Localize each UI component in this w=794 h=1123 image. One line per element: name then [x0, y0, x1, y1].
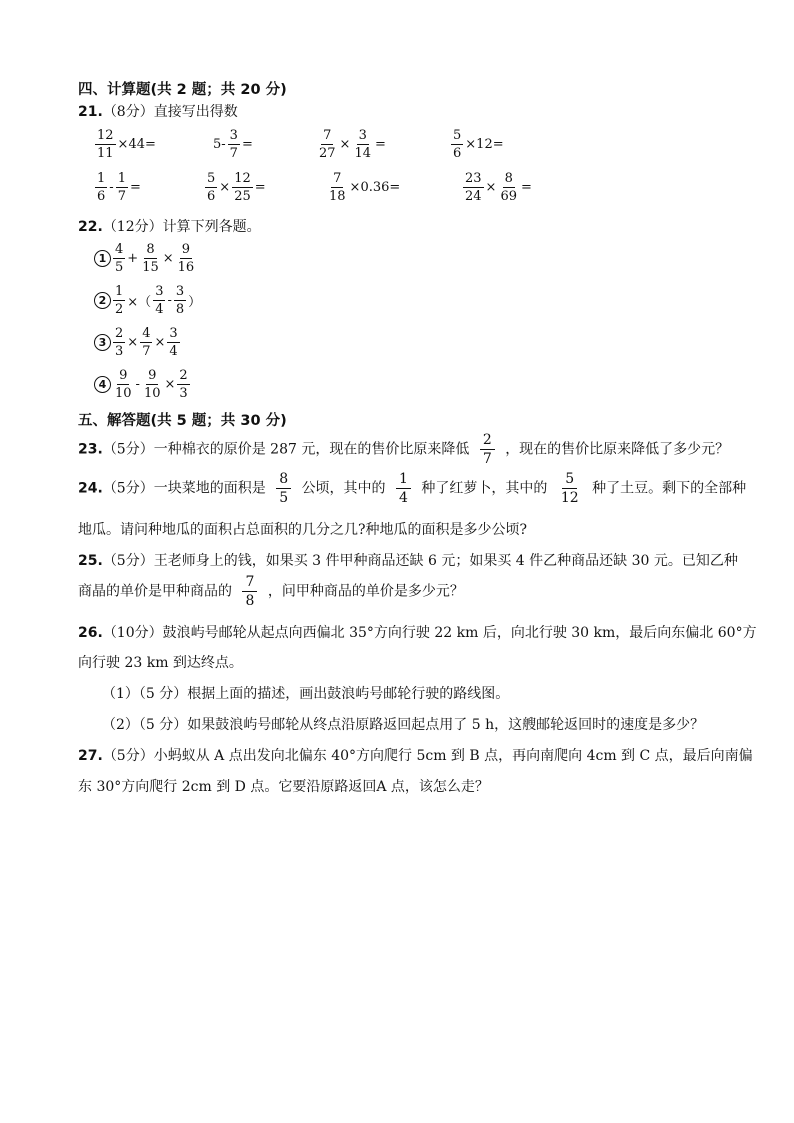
item-marker: 4 [94, 376, 111, 393]
question-score: （5分） [102, 441, 154, 458]
question-score: （5分） [102, 480, 154, 497]
calc-item-1: $\frac{12}{11}$ ×44= [97, 128, 156, 161]
question-26: 26.（10分）鼓浪屿号邮轮从起点向西偏北 35°方向行驶 22 km 后，向北行驶 30 km，最后向东偏北 60°方 [78, 625, 757, 641]
calc-item-7: $\frac{7}{18}$ ×0.36= [329, 171, 401, 204]
question-25: 25.（5分）王老师身上的钱，如果买 3 件甲种商品还缺 6 元；如果买 4 件乙种商品还缺 30 元。已知乙种 [78, 553, 738, 569]
question-score: （12分） [102, 219, 163, 235]
calc-problem-3: 3 $\frac{2}{3}$ × $\frac{4}{7}$ × $\frac{3}{4}$ [94, 327, 181, 358]
calc-item-4: $\frac{5}{6}$ ×12= [453, 128, 504, 161]
item-marker: 1 [94, 250, 111, 267]
question-26-sub-2: （2）（5 分）如果鼓浪屿号邮轮从终点沿原路返回起点用了 5 h，这艘邮轮返回时的速度是多少？ [102, 717, 705, 733]
section-5-title: 五、解答题(共 5 题；共 30 分) [78, 413, 287, 429]
question-number: 27. [78, 748, 103, 764]
question-21-header [78, 102, 238, 122]
question-24: 24.（5分）一块菜地的面积是 $\frac{8}{5}$ 公顷，其中的 $\frac{1}{4}$ 种了红萝卜，其中的 $\frac{5}{12}$ 种了土豆。剩下的全部种 [78, 471, 747, 506]
calc-problem-4: 4 $\frac{9}{10}$ - $\frac{9}{10}$ × $\frac{2}{3}$ [94, 369, 191, 400]
calc-item-2: 5- $\frac{3}{7}$ = [213, 128, 253, 161]
question-score: （5分） [102, 748, 154, 764]
calc-item-6: $\frac{5}{6}$ × $\frac{12}{25}$ = [207, 171, 266, 204]
question-24-line-2: 地瓜。请问种地瓜的面积占总面积的几分之几?种地瓜的面积是多少公顷? [78, 522, 528, 538]
calc-problem-2: 2 $\frac{1}{2}$ ×（ $\frac{3}{4}$ - $\frac{3}{8}$ ） [94, 285, 202, 316]
question-23: 23.（5分）一种棉衣的原价是 287 元，现在的售价比原来降低 $\frac{2}{7}$ ，现在的售价比原来降低了多少元？ [78, 432, 730, 467]
calc-item-5: $\frac{1}{6}$ - $\frac{1}{7}$ = [97, 171, 141, 204]
question-27: 27.（5分）小蚂蚁从 A 点出发向北偏东 40°方向爬行 5cm 到 B 点，再向南爬向 4cm 到 C 点，最后向南偏 [78, 748, 753, 764]
question-number: 22. [78, 219, 103, 235]
question-text: 一种棉衣的原价是 287 元，现在的售价比原来降低 [153, 441, 470, 458]
question-score: （10分） [102, 625, 163, 641]
question-number: 25. [78, 553, 103, 569]
question-text: 计算下列各题。 [162, 219, 261, 235]
item-marker: 2 [94, 292, 111, 309]
question-26-line-2: 向行驶 23 km 到达终点。 [78, 655, 243, 671]
question-25-line-2: 商晶的单价是甲种商品的 $\frac{7}{8}$ ，问甲种商品的单价是多少元？ [78, 574, 464, 609]
question-22-header [78, 217, 261, 237]
question-number: 26. [78, 625, 103, 641]
calc-item-8: $\frac{23}{24}$ × $\frac{8}{69}$ = [465, 171, 532, 204]
item-marker: 3 [94, 334, 111, 351]
calc-problem-1: 1 $\frac{4}{5}$ + $\frac{8}{15}$ × $\frac{9}{16}$ [94, 243, 197, 274]
question-26-sub-1: （1）（5 分）根据上面的描述，画出鼓浪屿号邮轮行驶的路线图。 [102, 686, 510, 702]
question-text: 直接写出得数 [153, 104, 238, 120]
question-number: 21. [78, 104, 103, 120]
question-score: （5分） [102, 553, 154, 569]
question-number: 24. [78, 480, 103, 497]
calc-item-3: $\frac{7}{27}$ × $\frac{3}{14}$ = [319, 128, 386, 161]
question-score: （8分） [102, 104, 154, 120]
question-number: 23. [78, 441, 103, 458]
question-27-line-2: 东 30°方向爬行 2cm 到 D 点。它要沿原路返回A 点，该怎么走？ [78, 779, 489, 795]
section-4-title: 四、计算题(共 2 题；共 20 分) [78, 82, 287, 98]
